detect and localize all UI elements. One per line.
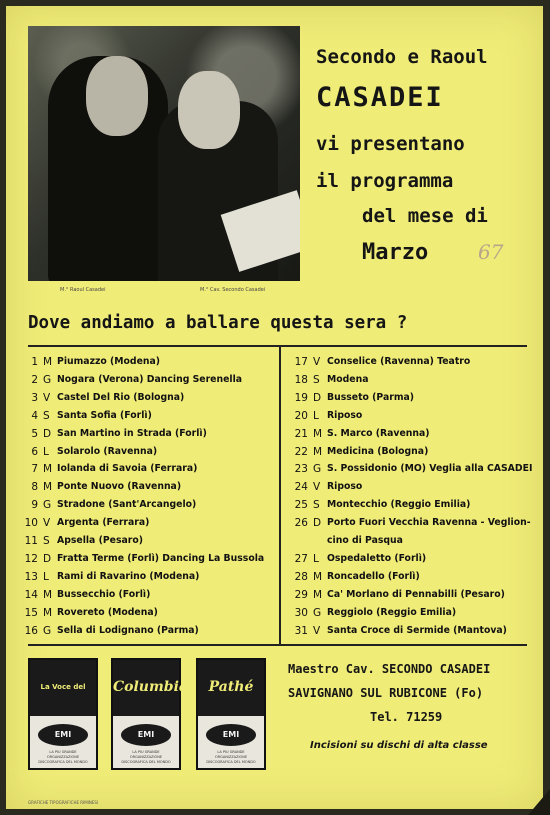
day-number: 31: [294, 624, 308, 637]
weekday: M: [43, 481, 53, 494]
day-number: 2: [31, 373, 38, 386]
day-number: 27: [294, 552, 308, 565]
venue: Santa Sofia (Forlì): [57, 409, 152, 421]
contact-phone: Tel. 71259: [370, 710, 443, 724]
emi-logo: EMI: [38, 724, 88, 746]
header-presentano: vi presentano: [316, 133, 465, 155]
question-heading: Dove andiamo a ballare questa sera ?: [28, 313, 408, 333]
weekday: L: [313, 409, 319, 422]
hmv-logo: La Voce del: [40, 683, 86, 691]
photo-caption-left: M.° Raoul Casadei: [60, 287, 106, 293]
venue: Stradone (Sant'Arcangelo): [57, 499, 197, 511]
venue: Montecchio (Reggio Emilia): [327, 499, 471, 511]
day-number: 16: [24, 624, 38, 637]
venue: Reggiolo (Reggio Emilia): [327, 606, 457, 618]
weekday: D: [313, 517, 322, 530]
pathe-logo: Pathé: [208, 679, 254, 695]
day-number: 19: [294, 391, 308, 404]
contact-tagline: Incisioni su dischi di alta classe: [310, 740, 488, 751]
day-number: 8: [31, 481, 38, 494]
weekday: D: [43, 427, 52, 440]
venue: S. Possidonio (MO) Veglia alla CASADEI: [327, 463, 533, 475]
venue-continued: cino di Pasqua: [327, 534, 403, 546]
weekday: V: [313, 624, 321, 637]
contact-town: SAVIGNANO SUL RUBICONE (Fo): [288, 686, 484, 700]
weekday: S: [313, 499, 320, 512]
weekday: V: [313, 481, 321, 494]
day-number: 24: [294, 481, 308, 494]
emi-tagline: LA PIU GRANDE ORGANIZZAZIONE DISCOGRAFICA DEL MONDO: [38, 750, 88, 764]
photo-raoul-head: [86, 56, 148, 136]
venue: Piumazzo (Modena): [57, 356, 161, 367]
schedule-top-rule: [28, 345, 527, 347]
weekday: D: [313, 391, 322, 404]
venue: Rami di Ravarino (Modena): [57, 570, 200, 582]
day-number: 11: [24, 535, 38, 547]
venue: Busseto (Parma): [327, 391, 415, 403]
weekday: M: [43, 606, 53, 619]
header-programma: il programma: [316, 170, 454, 192]
day-number: 22: [294, 445, 308, 458]
emi-logo: EMI: [121, 724, 171, 746]
venue: Modena: [327, 373, 369, 385]
day-number: 18: [294, 373, 308, 386]
weekday: G: [313, 463, 322, 476]
day-number: 3: [31, 391, 38, 404]
day-number: 15: [24, 606, 38, 619]
emi-tagline: LA PIU GRANDE ORGANIZZAZIONE DISCOGRAFICA DEL MONDO: [206, 750, 256, 764]
venue: Conselice (Ravenna) Teatro: [327, 356, 471, 367]
weekday: L: [43, 445, 49, 458]
weekday: M: [313, 445, 323, 458]
weekday: G: [313, 606, 322, 619]
venue: Ca' Morlano di Pennabilli (Pesaro): [327, 588, 505, 600]
columbia-logo: Columbia: [113, 679, 188, 695]
header-month: Marzo: [362, 240, 429, 265]
weekday: G: [43, 373, 52, 386]
venue: Riposo: [327, 409, 363, 421]
label-columbia: [111, 658, 188, 770]
venue: Nogara (Verona) Dancing Serenella: [57, 373, 243, 385]
day-number: 5: [31, 427, 38, 440]
weekday: G: [43, 499, 52, 512]
weekday: D: [43, 552, 52, 565]
weekday: V: [43, 517, 51, 530]
venue: S. Marco (Ravenna): [327, 427, 430, 439]
photo-caption-right: M.° Cav. Secondo Casadei: [200, 287, 266, 293]
schedule-column-divider: [279, 346, 281, 644]
venue: Argenta (Ferrara): [57, 517, 150, 529]
day-number: 17: [294, 356, 308, 368]
venue: Riposo: [327, 481, 363, 493]
venue: Castel Del Rio (Bologna): [57, 391, 185, 403]
photo-secondo-head: [178, 71, 240, 149]
venue: Fratta Terme (Forlì) Dancing La Bussola: [57, 552, 265, 564]
weekday: M: [43, 356, 53, 368]
venue: Roncadello (Forlì): [327, 570, 420, 582]
weekday: L: [43, 570, 49, 583]
venue: Santa Croce di Sermide (Mantova): [327, 624, 507, 636]
weekday: L: [313, 552, 319, 565]
venue: Porto Fuori Vecchia Ravenna - Veglion-: [327, 517, 531, 529]
duo-photo: [28, 26, 300, 281]
day-number: 20: [294, 409, 308, 422]
weekday: S: [313, 373, 320, 386]
weekday: V: [43, 391, 51, 404]
weekday: G: [43, 624, 52, 637]
weekday: M: [313, 427, 323, 440]
venue: Medicina (Bologna): [327, 445, 429, 457]
weekday: M: [313, 570, 323, 583]
day-number: 21: [294, 427, 308, 440]
day-number: 26: [294, 517, 308, 530]
venue: Iolanda di Savoia (Ferrara): [57, 463, 198, 475]
venue: Solarolo (Ravenna): [57, 445, 158, 457]
weekday: S: [43, 409, 50, 422]
day-number: 29: [294, 588, 308, 601]
day-number: 6: [31, 445, 38, 458]
handwritten-year: 67: [478, 240, 504, 264]
label-pathe: [196, 658, 266, 770]
venue: Apsella (Pesaro): [57, 535, 143, 546]
header-names: Secondo e Raoul: [316, 46, 488, 68]
contact-name: Maestro Cav. SECONDO CASADEI: [288, 662, 491, 676]
day-number: 25: [294, 499, 308, 512]
day-number: 23: [294, 463, 308, 476]
day-number: 30: [294, 606, 308, 619]
weekday: S: [43, 535, 50, 547]
emi-logo: EMI: [206, 724, 256, 746]
venue: San Martino in Strada (Forlì): [57, 427, 207, 439]
venue: Ospedaletto (Forlì): [327, 552, 427, 564]
header-casadei: CASADEI: [316, 82, 444, 113]
printer-credit: GRAFICHE TIPOGRAFICHE RIMINESI: [28, 800, 99, 805]
day-number: 10: [24, 517, 38, 530]
day-number: 9: [31, 499, 38, 512]
header-mese: del mese di: [362, 205, 488, 227]
venue: Bussecchio (Forlì): [57, 588, 151, 600]
weekday: M: [43, 463, 53, 476]
weekday: M: [313, 588, 323, 601]
day-number: 28: [294, 570, 308, 583]
day-number: 7: [31, 463, 38, 476]
emi-tagline: LA PIU GRANDE ORGANIZZAZIONE DISCOGRAFICA DEL MONDO: [121, 750, 171, 764]
weekday: M: [43, 588, 53, 601]
label-his-masters-voice: [28, 658, 98, 770]
schedule-bottom-rule: [28, 644, 527, 646]
day-number: 1: [31, 356, 38, 368]
venue: Ponte Nuovo (Ravenna): [57, 481, 182, 493]
venue: Sella di Lodignano (Parma): [57, 624, 199, 636]
day-number: 13: [24, 570, 38, 583]
day-number: 4: [31, 409, 38, 422]
weekday: V: [313, 356, 321, 368]
venue: Rovereto (Modena): [57, 606, 158, 618]
day-number: 14: [24, 588, 38, 601]
day-number: 12: [24, 552, 38, 565]
